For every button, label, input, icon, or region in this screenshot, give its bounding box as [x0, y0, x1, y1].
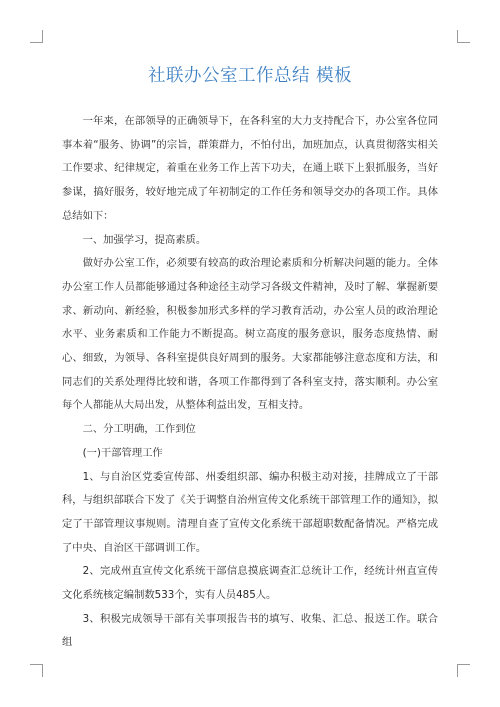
- corner-mark-bottom-right: [457, 664, 470, 677]
- document-body: [62, 110, 438, 655]
- document-title: 社联办公室工作总结 模板: [147, 66, 353, 86]
- section-heading-1: 一、加强学习，提高素质。: [82, 233, 207, 246]
- paragraph-intro: 一年来，在部领导的正确领导下，在各科室的大力支持配合下，办公室各位同事本着“服务、协调”的宗旨，群策群力，不怕付出，加班加点，认真贯彻落实相关工作要求、纪律规定，着重在业务工作上苦下功夫，在通上联下上狠抓服务，当好参谋，搞好服务，较好地完成了年初制定的工作任务和领导交办的各项工作。具体总结如下：: [62, 115, 438, 222]
- subsection-heading: (一)干部管理工作: [82, 446, 163, 459]
- paragraph-item-3: 3、积极完成领导干部有关事项报告书的填写、收集、汇总、报送工作。联合组: [62, 612, 438, 649]
- paragraph-item-2: 2、完成州直宣传文化系统干部信息摸底调查汇总统计工作，经统计州直宣传文化系统核定编制数533个，实有人员485人。: [62, 565, 438, 602]
- corner-mark-top-left: [30, 30, 43, 43]
- section-heading-2: 二、分工明确，工作到位: [82, 423, 196, 436]
- paragraph-item-1: 1、与自治区党委宣传部、州委组织部、编办积极主动对接，挂牌成立了干部科，与组织部联合下发了《关于调整自治州宣传文化系统干部管理工作的通知》，拟定了干部管理议事规则。清理自查了宣传文化系统干部超职数配备情况。严格完成了中央、自治区干部调训工作。: [62, 470, 438, 554]
- corner-mark-top-right: [457, 30, 470, 43]
- paragraph-study: 做好办公室工作，必须要有较高的政治理论素质和分析解决问题的能力。全体办公室工作人员都能够通过各种途径主动学习各级文件精神，及时了解、掌握新要求、新动向、新经验，积极参加形式多样的学习教育活动，办公室人员的政治理论水平、业务素质和工作能力不断提高。树立高度的服务意识，服务态度热情、耐心、细致，为领导、各科室提供良好周到的服务。大家都能够注意态度和方法，和同志们的关系处理得比较和谐，各项工作都得到了各科室支持，落实顺利。办公室每个人都能从大局出发，从整体利益出发，互相支持。: [62, 257, 438, 412]
- corner-mark-bottom-left: [30, 664, 43, 677]
